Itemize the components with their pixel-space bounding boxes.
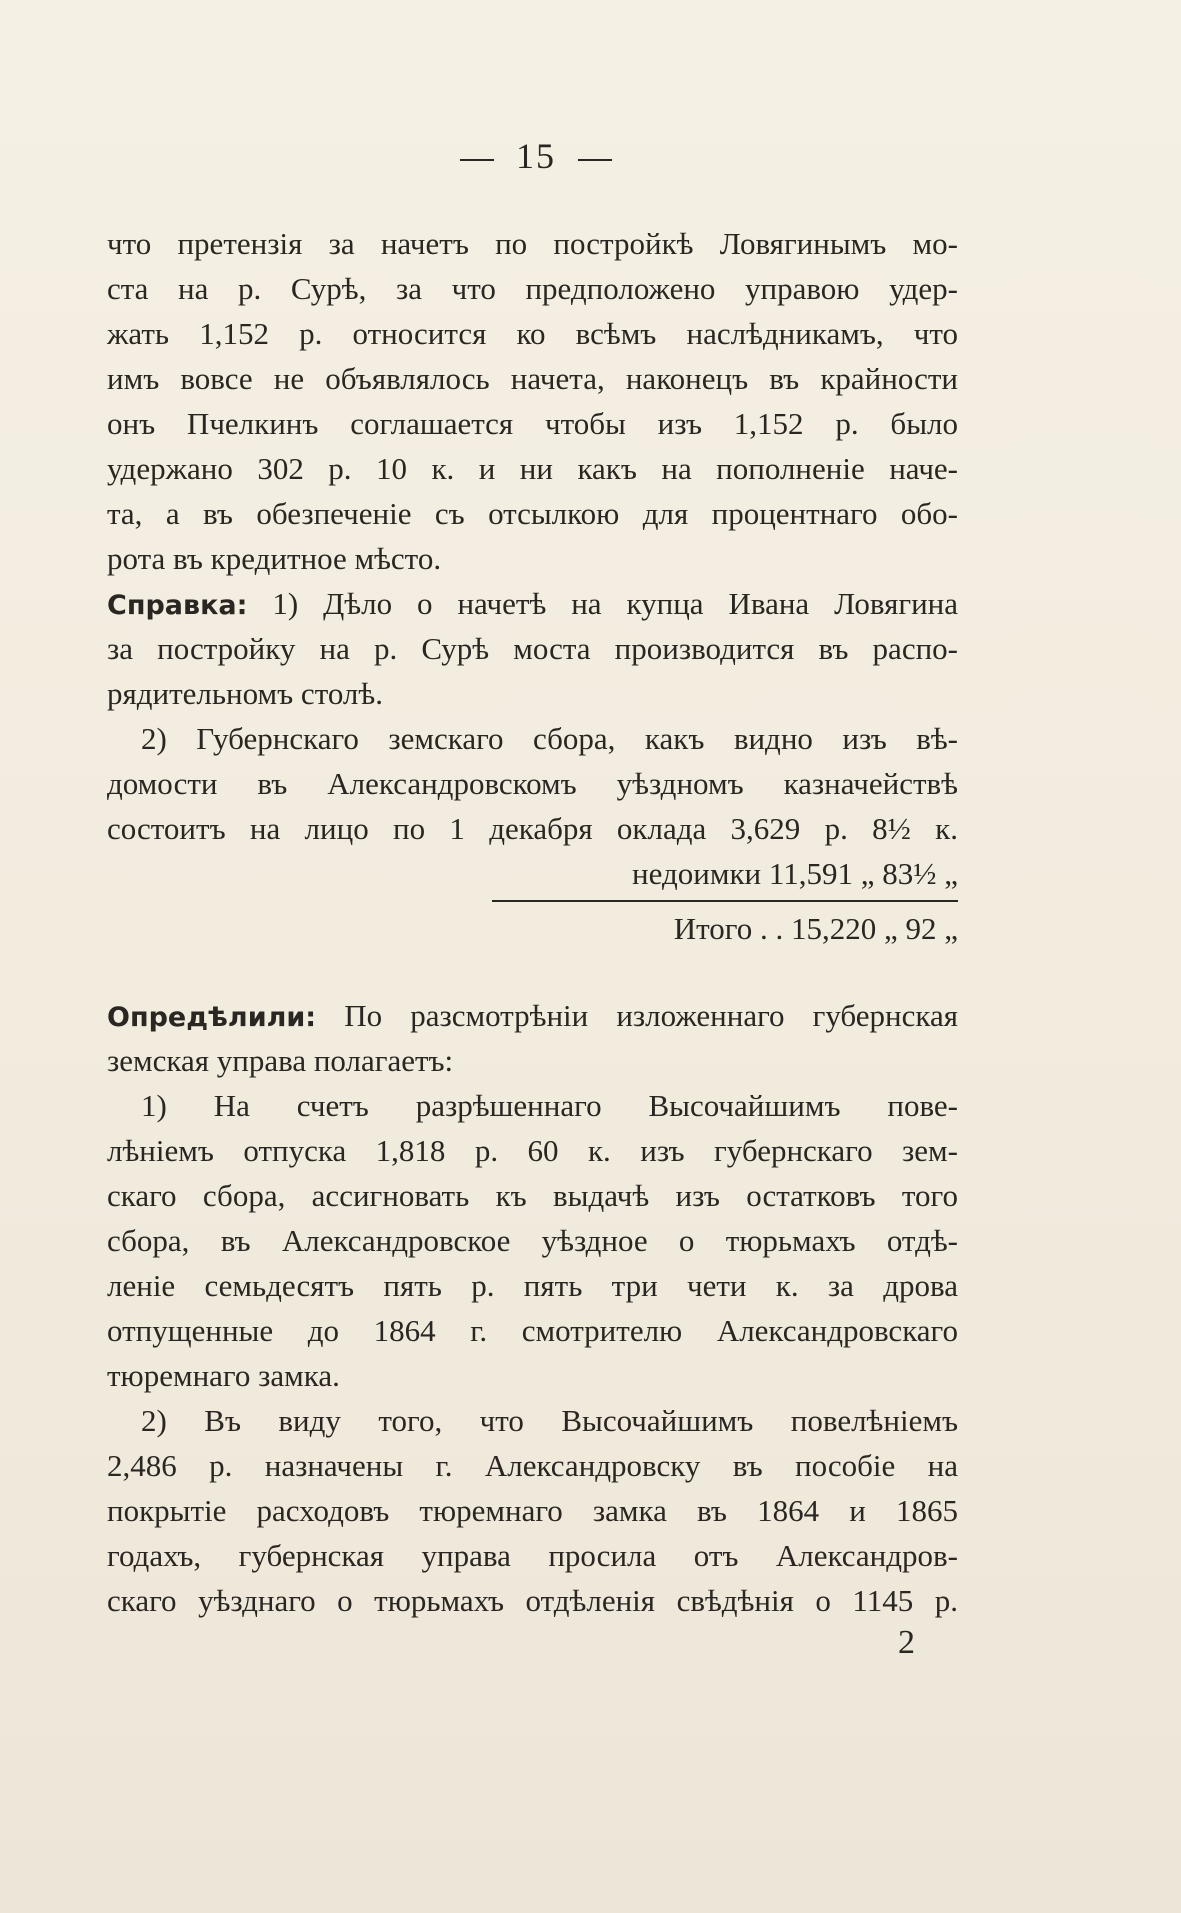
text-line: тюремнаго замка. — [107, 1358, 340, 1393]
sum-rule — [492, 900, 958, 902]
text-line: отпущенные до 1864 г. смотрителю Александровскаго — [107, 1313, 958, 1348]
spravka-label: Справка: — [107, 590, 248, 621]
resolved-label: Опредѣлили: — [107, 1002, 317, 1033]
text-line: ста на р. Сурѣ, за что предположено управою удер- — [107, 271, 958, 306]
text-line: что претензія за начетъ по постройкѣ Ловягинымъ мо- — [107, 226, 958, 261]
text-line: имъ вовсе не объявлялось начета, наконецъ въ крайности — [107, 361, 958, 396]
text-line: годахъ, губернская управа просила отъ Александров- — [107, 1538, 958, 1573]
spravka-text: 1) Дѣло о начетѣ на купца Ивана Ловягина — [272, 586, 959, 621]
spravka-line — [107, 581, 958, 626]
text-line: 1) На счетъ разрѣшеннаго Высочайшимъ пове- — [141, 1088, 958, 1123]
total-line: Итого . . 15,220 „ 92 „ — [673, 911, 958, 946]
text-line: за постройку на р. Сурѣ моста производится въ распо- — [107, 631, 958, 666]
text-line: 2,486 р. назначены г. Александровску въ пособіе на — [107, 1448, 958, 1483]
text-line: леніе семьдесятъ пять р. пять три чети к. за дрова — [107, 1268, 958, 1303]
text-line: онъ Пчелкинъ соглашается чтобы изъ 1,152 р. было — [107, 406, 958, 441]
text-line: рядительномъ столѣ. — [107, 676, 383, 711]
page-number-text: 15 — [516, 136, 556, 176]
page-number — [0, 135, 1072, 177]
text-line: домости въ Александровскомъ уѣздномъ казначействѣ — [107, 766, 958, 801]
text-line: жать 1,152 р. относится ко всѣмъ наслѣдникамъ, что — [107, 316, 958, 351]
dash-right — [578, 159, 612, 161]
text-line: земская управа полагаетъ: — [107, 1043, 454, 1078]
text-line: скаго сбора, ассигновать къ выдачѣ изъ остатковъ того — [107, 1178, 958, 1213]
text-line: та, а въ обезпеченіе съ отсылкою для процентнаго обо- — [107, 496, 958, 531]
text-line: покрытіе расходовъ тюремнаго замка въ 1864 и 1865 — [107, 1493, 958, 1528]
text-line: удержано 302 р. 10 к. и ни какъ на пополненіе наче- — [107, 451, 958, 486]
text-line: скаго уѣзднаго о тюрьмахъ отдѣленія свѣдѣнія о 1145 р. — [107, 1583, 958, 1618]
text-line: 2) Въ виду того, что Высочайшимъ повелѣніемъ — [141, 1403, 958, 1438]
text-line: лѣніемъ отпуска 1,818 р. 60 к. изъ губернскаго зем- — [107, 1133, 958, 1168]
text-line: 2) Губернскаго земскаго сбора, какъ видно изъ вѣ- — [141, 721, 958, 756]
resolved-line — [107, 993, 958, 1038]
signature-mark: 2 — [898, 1624, 915, 1661]
resolved-text: По разсмотрѣніи изложеннаго губернская — [344, 998, 959, 1033]
dash-left — [460, 159, 494, 161]
arrears-line: недоимки 11,591 „ 83½ „ — [632, 856, 958, 891]
page-body — [107, 221, 958, 1623]
text-line: рота въ кредитное мѣсто. — [107, 541, 442, 576]
text-line: сбора, въ Александровское уѣздное о тюрьмахъ отдѣ- — [107, 1223, 958, 1258]
text-line: состоитъ на лицо по 1 декабря оклада 3,629 р. 8½ к. — [107, 811, 958, 846]
section-gap — [107, 951, 958, 993]
